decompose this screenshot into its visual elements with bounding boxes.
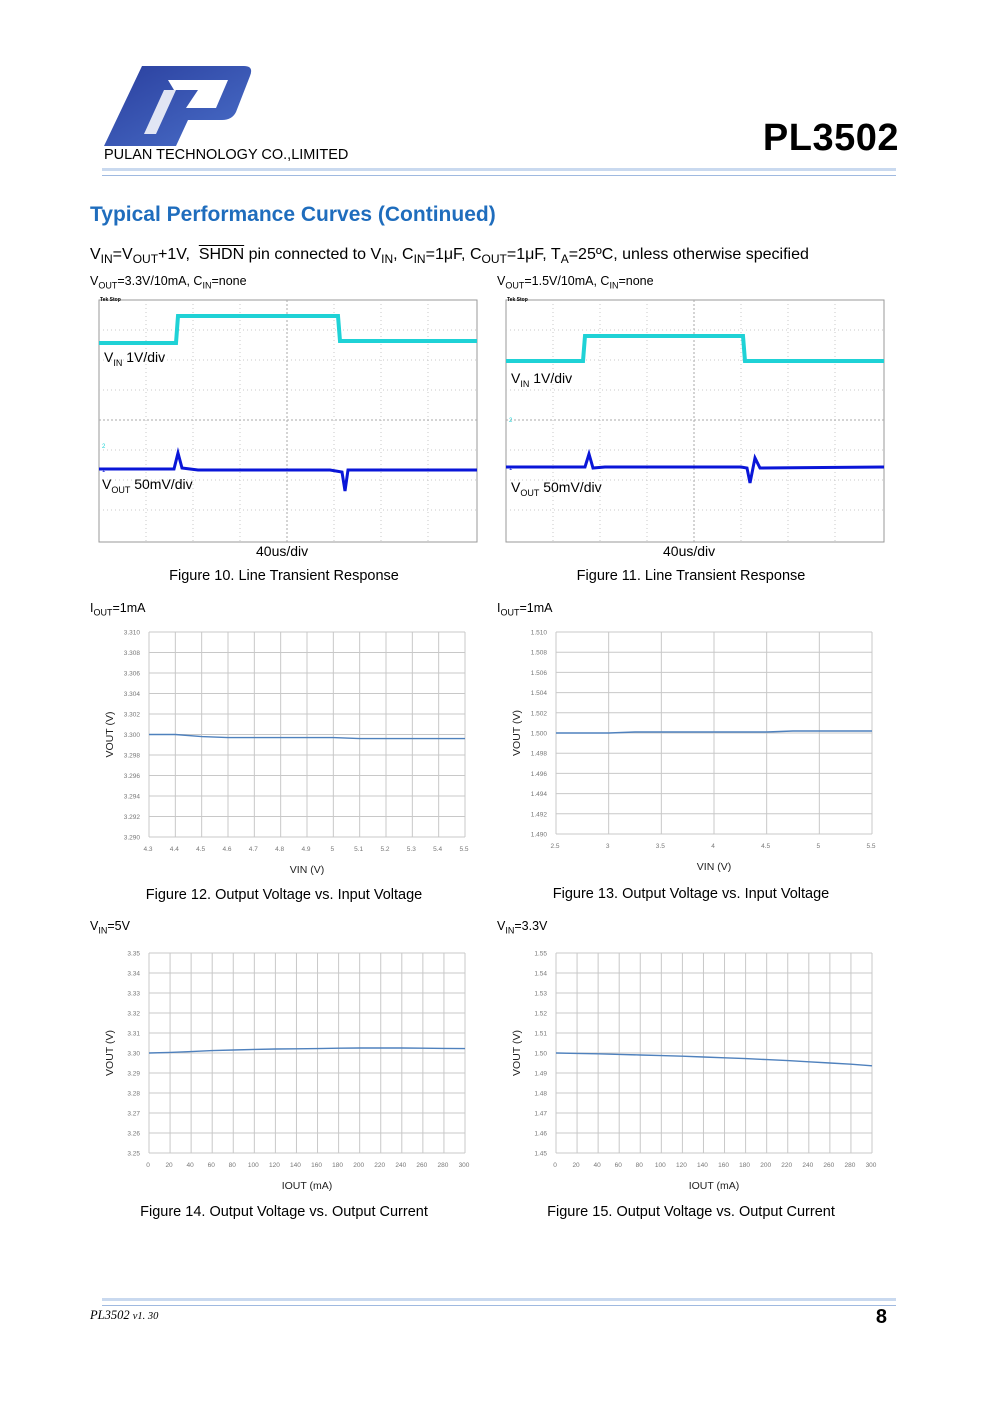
x-tick-label: 4.7 [248, 846, 258, 853]
page-number: 8 [875, 1306, 887, 1328]
cond-text: V [90, 919, 99, 933]
y-tick-label: 1.51 [534, 1030, 547, 1038]
cond-sub: IN [202, 280, 212, 291]
cond-text: =none [618, 274, 654, 288]
cond-sub: OUT [93, 607, 113, 618]
y-tick-label: 3.31 [127, 1030, 140, 1038]
footer-doc-id [90, 1308, 158, 1323]
y-tick-label: 3.308 [123, 650, 140, 657]
x-tick-label: 4 [711, 843, 715, 850]
cond-sub: IN [609, 280, 619, 291]
x-tick-label: 0 [553, 1162, 557, 1169]
y-tick-label: 1.54 [534, 970, 547, 978]
fig15-caption: Figure 15. Output Voltage vs. Output Current [547, 1204, 835, 1220]
y-tick-label: 1.46 [534, 1130, 547, 1138]
fig10-vout-label [102, 476, 193, 495]
y-tick-label: 1.48 [534, 1090, 547, 1098]
x-tick-label: 40 [186, 1162, 194, 1169]
cond-text: =1mA [519, 601, 553, 615]
fig13-condition [497, 601, 553, 618]
fig10-time-scale: 40us/div [256, 543, 309, 559]
cond-text: =3.3V [514, 919, 548, 933]
label-sub: OUT [111, 484, 131, 495]
scope-status: Tek Stop [507, 297, 528, 303]
doc-name: PL3502 [90, 1308, 130, 1322]
x-tick-label: 280 [437, 1162, 449, 1169]
fig12-chart [99, 618, 495, 888]
shdn-pin: SHDN [198, 246, 245, 263]
y-tick-label: 1.50 [534, 1050, 547, 1058]
cond-text: V [90, 274, 99, 288]
x-tick-label: 5.5 [866, 843, 876, 850]
cond-text: V [497, 919, 506, 933]
cond-text: , C [393, 246, 414, 263]
header-rule [102, 168, 896, 171]
cond-sub: OUT [98, 280, 118, 291]
y-tick-label: 1.494 [530, 791, 547, 799]
x-axis-label: VIN (V) [696, 861, 732, 873]
fig12-caption: Figure 12. Output Voltage vs. Input Voltage [145, 887, 423, 903]
fig11-caption: Figure 11. Line Transient Response [576, 568, 806, 584]
x-tick-label: 180 [332, 1162, 344, 1169]
x-tick-label: 240 [395, 1162, 407, 1169]
y-tick-label: 1.508 [530, 649, 547, 657]
y-tick-label: 1.47 [534, 1110, 547, 1118]
fig12-condition [90, 601, 146, 618]
fig12-svg [99, 618, 495, 883]
x-tick-label: 80 [228, 1162, 236, 1169]
company-logo [104, 60, 254, 148]
svg-text:1: 1 [509, 466, 513, 472]
x-tick-label: 5.2 [380, 846, 390, 853]
y-tick-label: 1.506 [530, 669, 547, 677]
y-tick-label: 3.304 [123, 691, 140, 698]
x-tick-label: 220 [374, 1162, 386, 1169]
x-tick-label: 60 [207, 1162, 215, 1169]
x-tick-label: 3 [605, 843, 610, 850]
label-text: V [102, 476, 112, 492]
part-number: PL3502 [762, 117, 899, 159]
y-tick-label: 3.30 [127, 1050, 140, 1058]
fig14-chart [99, 939, 495, 1204]
cond-text: V [497, 274, 506, 288]
x-tick-label: 4.5 [761, 843, 771, 850]
fig14-caption: Figure 14. Output Voltage vs. Output Current [140, 1204, 428, 1220]
label-text: 50mV/div [539, 479, 602, 495]
y-axis-label: VOUT (V) [511, 710, 523, 756]
fig11-scope-svg [505, 296, 885, 544]
svg-text:2: 2 [102, 444, 106, 450]
fig13-chart [506, 618, 902, 885]
fig10-scope-svg [98, 296, 478, 544]
x-tick-label: 300 [458, 1162, 470, 1169]
y-tick-label: 3.28 [127, 1090, 140, 1098]
cond-sub: OUT [500, 607, 520, 618]
label-text: 50mV/div [130, 476, 193, 492]
fig10-caption: Figure 10. Line Transient Response [169, 568, 399, 584]
cond-text: =3.3V/10mA, C [117, 274, 203, 288]
x-tick-label: 200 [353, 1162, 365, 1169]
test-conditions [90, 246, 809, 266]
x-tick-label: 160 [311, 1162, 322, 1169]
cond-text: =V [112, 246, 133, 263]
cond-text: =1.5V/10mA, C [524, 274, 610, 288]
x-tick-label: 40 [593, 1162, 601, 1169]
cond-text: I [90, 601, 94, 615]
fig11-vout-label [511, 479, 602, 498]
fig15-condition [497, 919, 547, 936]
cond-sub: OUT [505, 280, 525, 291]
label-text: V [511, 370, 521, 386]
x-tick-label: 260 [823, 1162, 835, 1169]
cond-sub: IN [381, 252, 394, 267]
x-axis-label: VIN (V) [289, 864, 325, 876]
cond-text: =1μF, C [425, 246, 482, 263]
x-tick-label: 240 [802, 1162, 814, 1169]
x-tick-label: 100 [654, 1162, 666, 1169]
fig10-scope [98, 296, 478, 544]
y-tick-label: 3.310 [123, 629, 140, 637]
x-tick-label: 4.9 [301, 846, 311, 853]
y-tick-label: 1.55 [534, 950, 547, 958]
y-tick-label: 3.302 [123, 711, 140, 719]
x-tick-label: 4.3 [143, 846, 153, 853]
cond-sub: IN [98, 925, 108, 936]
x-tick-label: 220 [781, 1162, 793, 1169]
x-tick-label: 5.4 [433, 846, 443, 853]
x-tick-label: 2.5 [550, 843, 560, 850]
series-line [149, 1048, 465, 1053]
y-tick-label: 1.53 [534, 990, 547, 998]
x-axis-label: IOUT (mA) [281, 1180, 333, 1192]
y-tick-label: 1.490 [530, 831, 547, 839]
y-tick-label: 1.45 [534, 1150, 547, 1158]
y-tick-label: 3.294 [123, 793, 140, 801]
x-tick-label: 180 [739, 1162, 751, 1169]
fig11-vin-label [511, 370, 572, 389]
x-tick-label: 100 [247, 1162, 259, 1169]
fig13-svg [506, 618, 902, 880]
x-tick-label: 4.6 [222, 846, 232, 853]
x-tick-label: 140 [697, 1162, 708, 1169]
cond-text: =25ºC, unless otherwise specified [568, 246, 809, 263]
fig15-svg [506, 939, 902, 1199]
label-text: 1V/div [529, 370, 573, 386]
fig14-condition [90, 919, 130, 936]
x-tick-label: 4.8 [275, 846, 285, 853]
fig13-caption: Figure 13. Output Voltage vs. Input Voltage [552, 886, 830, 902]
y-tick-label: 1.510 [530, 629, 547, 637]
cond-sub: OUT [132, 252, 159, 267]
x-tick-label: 4.5 [196, 846, 206, 853]
series-line [556, 1053, 872, 1066]
y-tick-label: 3.290 [123, 834, 140, 842]
label-text: 1V/div [122, 349, 166, 365]
y-tick-label: 3.32 [127, 1010, 140, 1018]
y-tick-label: 1.504 [530, 690, 547, 698]
y-tick-label: 1.502 [530, 710, 547, 718]
y-tick-label: 1.492 [530, 811, 547, 819]
svg-text:1: 1 [102, 468, 106, 474]
cond-text: V [90, 246, 101, 263]
svg-text:2: 2 [509, 418, 513, 424]
x-tick-label: 160 [718, 1162, 729, 1169]
y-tick-label: 1.52 [534, 1010, 547, 1018]
x-tick-label: 0 [146, 1162, 150, 1169]
cond-sub: A [560, 252, 569, 267]
doc-version: v1. 30 [132, 1311, 159, 1322]
fig15-chart [506, 939, 902, 1204]
label-text: V [511, 479, 521, 495]
footer-rule-thin [102, 1305, 896, 1306]
company-name: PULAN TECHNOLOGY CO.,LIMITED [104, 147, 349, 163]
y-axis-label: VOUT (V) [104, 1030, 116, 1076]
fig11-time-scale: 40us/div [663, 543, 716, 559]
y-tick-label: 1.498 [530, 750, 547, 758]
x-tick-label: 5 [816, 843, 821, 850]
x-tick-label: 140 [290, 1162, 301, 1169]
y-axis-label: VOUT (V) [104, 711, 116, 758]
x-tick-label: 3.5 [655, 843, 665, 850]
y-tick-label: 3.27 [127, 1110, 140, 1118]
cond-sub: OUT [481, 252, 507, 267]
label-text: V [104, 349, 114, 365]
x-tick-label: 5 [330, 846, 335, 853]
fig10-vin-label [104, 349, 165, 368]
y-axis-label: VOUT (V) [511, 1030, 523, 1076]
y-tick-label: 3.26 [127, 1130, 140, 1138]
x-tick-label: 5.1 [354, 846, 364, 853]
header-rule-thin [102, 175, 896, 176]
y-tick-label: 3.300 [123, 732, 140, 739]
footer-rule [102, 1298, 896, 1301]
y-tick-label: 1.496 [530, 770, 547, 778]
cond-sub: IN [505, 925, 515, 936]
label-sub: IN [113, 357, 123, 368]
scope-status: Tek Stop [100, 297, 121, 303]
x-tick-label: 60 [614, 1162, 622, 1169]
x-tick-label: 120 [675, 1162, 687, 1169]
x-axis-label: IOUT (mA) [688, 1180, 740, 1192]
y-tick-label: 3.292 [123, 814, 140, 821]
y-tick-label: 3.25 [127, 1150, 140, 1158]
fig11-scope [505, 296, 885, 544]
x-tick-label: 300 [865, 1162, 877, 1169]
cond-text: =1μF, T [506, 246, 561, 263]
cond-sub: IN [100, 252, 113, 267]
cond-text: pin connected to V [244, 246, 382, 263]
x-tick-label: 80 [635, 1162, 643, 1169]
x-tick-label: 4.4 [169, 846, 179, 853]
x-tick-label: 280 [844, 1162, 856, 1169]
x-tick-label: 260 [416, 1162, 428, 1169]
section-title: Typical Performance Curves (Continued) [90, 203, 496, 226]
y-tick-label: 1.49 [534, 1070, 547, 1078]
y-tick-label: 3.33 [127, 990, 140, 998]
fig10-condition [90, 274, 247, 291]
label-sub: OUT [520, 487, 540, 498]
cond-text: =1mA [112, 601, 146, 615]
y-tick-label: 3.306 [123, 670, 140, 678]
y-tick-label: 3.34 [127, 970, 140, 978]
cond-text: I [497, 601, 501, 615]
y-tick-label: 3.298 [123, 752, 140, 760]
cond-sub: IN [413, 252, 426, 267]
label-sub: IN [520, 378, 530, 389]
y-tick-label: 3.35 [127, 950, 140, 958]
cond-text: =5V [107, 919, 130, 933]
y-tick-label: 3.296 [123, 773, 140, 780]
x-tick-label: 5.5 [459, 846, 469, 853]
cond-text: +1V, [158, 246, 190, 263]
x-tick-label: 20 [572, 1162, 580, 1169]
cond-text: =none [211, 274, 247, 288]
x-tick-label: 200 [760, 1162, 772, 1169]
fig11-condition [497, 274, 654, 291]
y-tick-label: 1.500 [530, 730, 547, 738]
y-tick-label: 3.29 [127, 1070, 140, 1078]
fig14-svg [99, 939, 495, 1199]
x-tick-label: 5.3 [406, 846, 416, 853]
x-tick-label: 120 [268, 1162, 280, 1169]
x-tick-label: 20 [165, 1162, 173, 1169]
